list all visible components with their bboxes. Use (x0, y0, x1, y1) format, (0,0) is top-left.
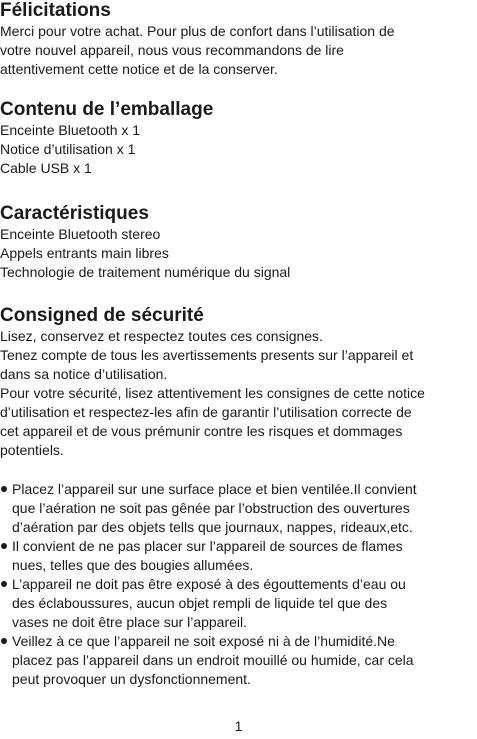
safety-bullet-item (0, 575, 477, 632)
bullet-dot-icon (1, 638, 7, 644)
bullet-line: vases ne doit être place sur l’appareil. (12, 614, 248, 630)
body-line: dans sa notice d’utilisation. (0, 366, 168, 382)
body-line: votre nouvel appareil, nous vous recommandons de lire (0, 42, 344, 58)
safety-bullet-item (0, 537, 477, 575)
bullet-line: Placez l’appareil sur une surface place et bien ventilée.Il convient (12, 481, 417, 497)
bullet-dot-icon (1, 486, 7, 492)
bullet-line: placez pas l’appareil dans un endroit mouillé ou humide, car cela (12, 652, 414, 668)
body-line: potentiels. (0, 442, 64, 458)
section-title-securite: Consigned de sécurité (0, 305, 204, 326)
body-line: d’utilisation et respectez-les afin de garantir l’utilisation correcte de (0, 404, 412, 420)
package-item: Cable USB x 1 (0, 160, 92, 176)
bullet-line: d’aération par des objets tells que journaux, nappes, rideaux,etc. (12, 519, 413, 535)
bullet-line: nues, telles que des bougies allumées. (12, 557, 254, 573)
bullet-line: Veillez à ce que l’appareil ne soit exposé ni à de l’humidité.Ne (12, 633, 395, 649)
bullet-line: L’appareil ne doit pas être exposé à des égouttements d’eau ou (12, 576, 406, 592)
section-title-contenu: Contenu de l’emballage (0, 99, 214, 120)
package-item: Enceinte Bluetooth x 1 (0, 122, 141, 138)
page-number: 1 (234, 718, 243, 734)
package-item: Notice d’utilisation x 1 (0, 141, 136, 157)
safety-bullet-item (0, 632, 477, 689)
section-body-caracteristiques (0, 225, 477, 282)
safety-bullet-item (0, 480, 477, 537)
bullet-dot-icon (1, 543, 7, 549)
bullet-dot-icon (1, 581, 7, 587)
bullet-line: peut provoquer un dysfonctionnement. (12, 671, 251, 687)
section-body-felicitations (0, 22, 477, 79)
body-line: attentivement cette notice et de la conserver. (0, 61, 278, 77)
body-line: Merci pour votre achat. Pour plus de confort dans l’utilisation de (0, 23, 395, 39)
section-body-securite (0, 327, 477, 460)
section-contenu (0, 99, 477, 178)
body-line: Pour votre sécurité, lisez attentivement les consignes de cette notice (0, 385, 425, 401)
section-felicitations (0, 0, 477, 79)
bullet-line: Il convient de ne pas placer sur l’appareil de sources de flames (12, 538, 403, 554)
body-line: Tenez compte de tous les avertissements presents sur l’appareil et (0, 347, 414, 363)
safety-bullet-list (0, 480, 477, 689)
feature-item: Appels entrants main libres (0, 245, 169, 261)
body-line: cet appareil et de vous prémunir contre les risques et dommages (0, 423, 403, 439)
section-title-felicitations: Félicitations (0, 0, 111, 21)
bullet-line: que l’aération ne soit pas gênée par l’obstruction des ouvertures (12, 500, 410, 516)
feature-item: Technologie de traitement numérique du signal (0, 264, 291, 280)
section-title-caracteristiques: Caractéristiques (0, 203, 149, 224)
feature-item: Enceinte Bluetooth stereo (0, 226, 161, 242)
section-body-contenu (0, 121, 477, 178)
body-line: Lisez, conservez et respectez toutes ces consignes. (0, 328, 323, 344)
section-securite (0, 305, 477, 460)
bullet-line: des éclaboussures, aucun objet rempli de liquide tel que des (12, 595, 388, 611)
section-caracteristiques (0, 203, 477, 282)
